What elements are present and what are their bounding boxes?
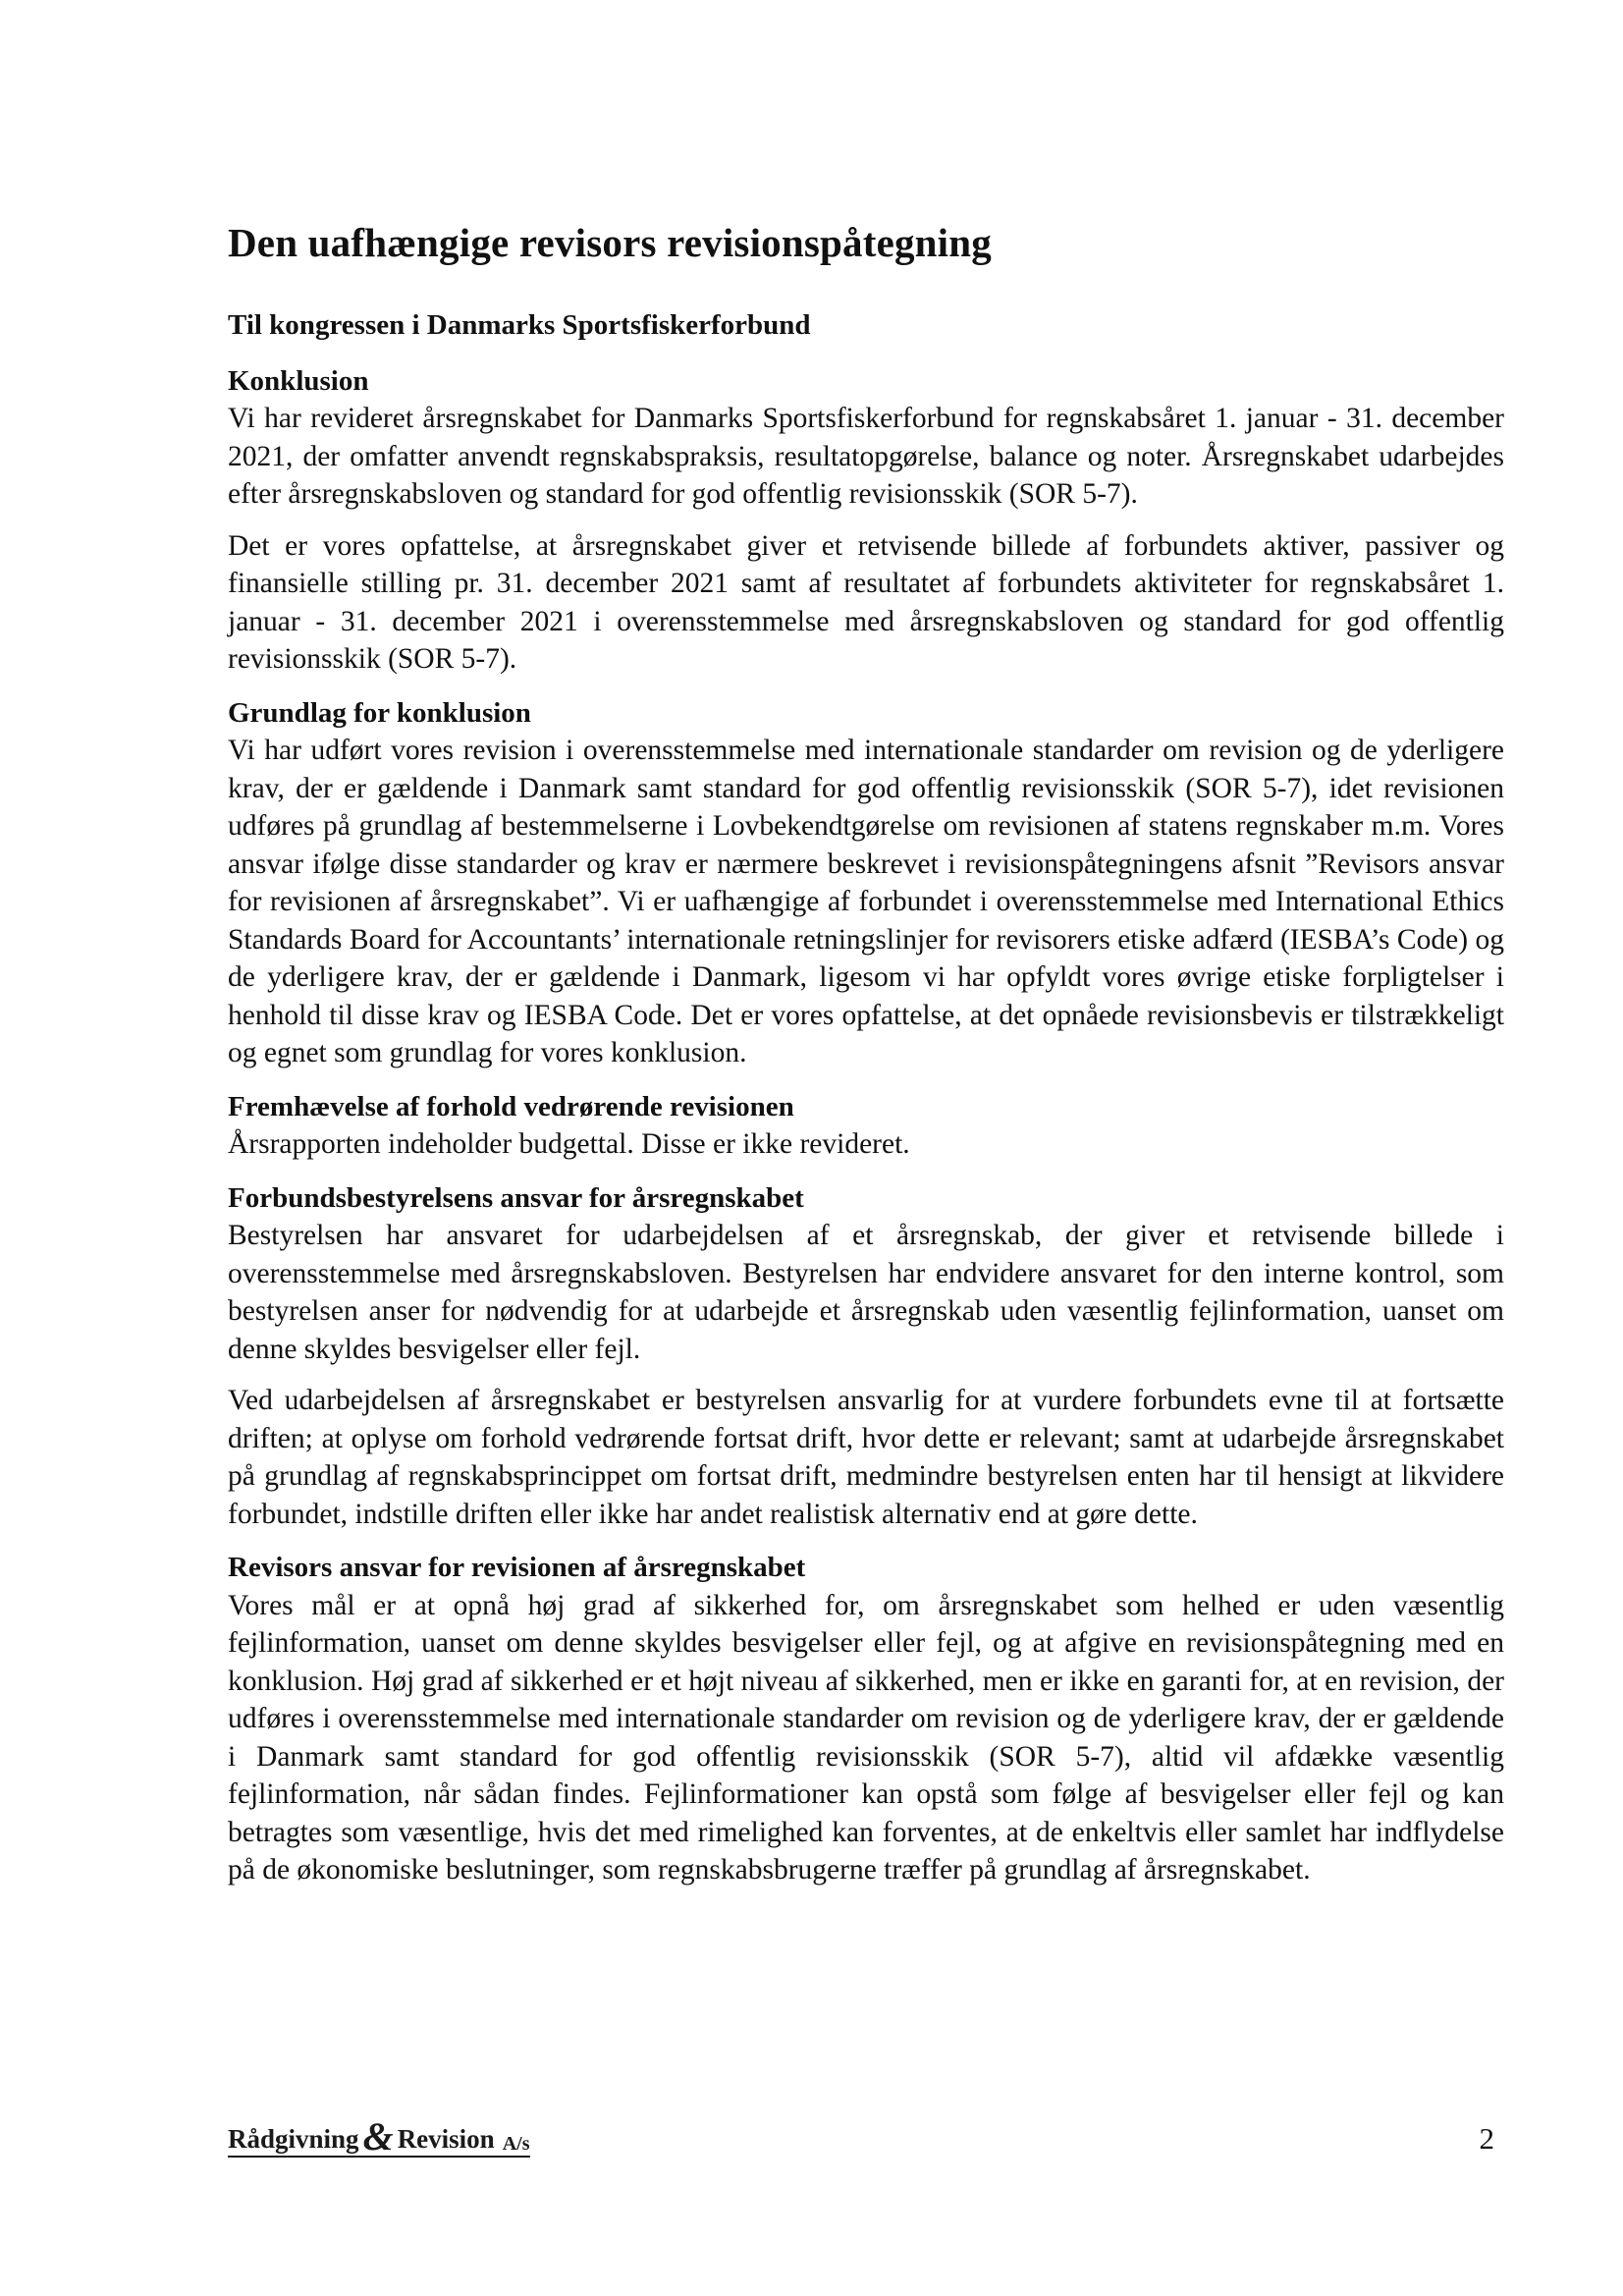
page-number: 2 [1479,2121,1494,2156]
paragraph: Vores mål er at opnå høj grad af sikkerhed for, om årsregnskabet som helhed er uden væsentlig fejlinformation, uanset om denne skyldes besvigelser eller fejl, og at afgive en revisionspåtegning med en konklusion. Høj grad af sikkerhed er et højt niveau af sikkerhed, men er ikke en garanti for, at en revision, der udføres i overensstemmelse med internationale standarder om revision og de yderligere krav, der er gældende i Danmark samt standard for god offentlig revisionsskik (SOR 5-7), altid vil afdække væsentlig fejlinformation, når sådan findes. Fejlinformationer kan opstå som følge af besvigelser eller fejl og kan betragtes som væsentlige, hvis det med rimelighed kan forventes, at de enkeltvis eller samlet har indflydelse på de økonomiske beslutninger, som regnskabsbrugerne træffer på grundlag af årsregnskabet. [228,1589,1504,1886]
section-heading: Fremhævelse af forhold vedrørende revisionen [228,1090,794,1122]
paragraph: Ved udarbejdelsen af årsregnskabet er bestyrelsen ansvarlig for at vurdere forbundets evne til at fortsætte driften; at oplyse om forhold vedrørende fortsat drift, hvor dette er relevant; samt at udarbejde årsregnskabet på grundlag af regnskabsprincippet om fortsat drift, medmindre bestyrelsen enten har til hensigt at likvidere forbundet, indstille driften eller ikke har andet realistisk alternativ end at gøre dette. [228,1385,1504,1530]
section-revisors-ansvar [228,1549,1504,1889]
document-title: Den uafhængige revisors revisionspåtegning [228,220,992,265]
logo-suffix: A/s [502,2133,530,2155]
section-konklusion [228,362,1504,679]
document-page [228,220,1504,1905]
paragraph: Vi har udført vores revision i overensstemmelse med internationale standarder om revision og de yderligere krav, der er gældende i Danmark samt standard for god offentlig revisionsskik (SOR 5-7), idet revisionen udføres på grundlag af bestemmelserne i Lovbekendtgørelse om revisionen af statens regnskaber m.m. Vores ansvar ifølge disse standarder og krav er nærmere beskrevet i revisionspåtegningens afsnit ”Revisors ansvar for revisionen af årsregnskabet”. Vi er uafhængige af forbundet i overensstemmelse med International Ethics Standards Board for Accountants’ internationale retningslinjer for revisorers etiske adfærd (IESBA’s Code) og de yderligere krav, der er gældende i Danmark, ligesom vi har opfyldt vores øvrige etiske forpligtelser i henhold til disse krav og IESBA Code. Det er vores opfattelse, at det opnåede revisionsbevis er tilstrækkeligt og egnet som grundlag for vores konklusion. [228,735,1504,1069]
paragraph: Årsrapporten indeholder budgettal. Disse er ikke revideret. [228,1128,910,1161]
paragraph: Det er vores opfattelse, at årsregnskabet giver et retvisende billede af forbundets aktiver, passiver og finansielle stilling pr. 31. december 2021 samt af resultatet af forbundets aktiviteter for regnskabsåret 1. januar - 31. december 2021 i overensstemmelse med årsregnskabsloven og standard for god offentlig revisionsskik (SOR 5-7). [228,529,1504,676]
paragraph: Bestyrelsen har ansvaret for udarbejdelsen af et årsregnskab, der giver et retvisende billede i overensstemmelse med årsregnskabsloven. Bestyrelsen har endvidere ansvaret for den interne kontrol, som bestyrelsen anser for nødvendig for at udarbejde et årsregnskab uden væsentlig fejlinformation, uanset om denne skyldes besvigelser eller fejl. [228,1220,1504,1365]
section-heading: Konklusion [228,364,369,397]
section-heading: Grundlag for konklusion [228,696,531,729]
section-heading: Revisors ansvar for revisionen af årsregnskabet [228,1552,806,1584]
section-heading: Forbundsbestyrelsens ansvar for årsregnskabet [228,1181,804,1214]
logo-ampersand: & [362,2114,394,2159]
logo-text-right: Revision [397,2124,495,2155]
company-logo [228,2114,530,2159]
section-bestyrelsens-ansvar [228,1179,1504,1534]
page-footer [228,2114,1494,2159]
addressee: Til kongressen i Danmarks Sportsfiskerforbund [228,309,811,342]
section-grundlag [228,694,1504,1072]
section-fremhaevelse [228,1088,1504,1164]
paragraph: Vi har revideret årsregnskabet for Danmarks Sportsfiskerforbund for regnskabsåret 1. januar - 31. december 2021, der omfatter anvendt regnskabspraksis, resultatopgørelse, balance og noter. Årsregnskabet udarbejdes efter årsregnskabsloven og standard for god offentlig revisionsskik (SOR 5-7). [228,403,1504,511]
logo-text-left: Rådgivning [228,2124,359,2155]
